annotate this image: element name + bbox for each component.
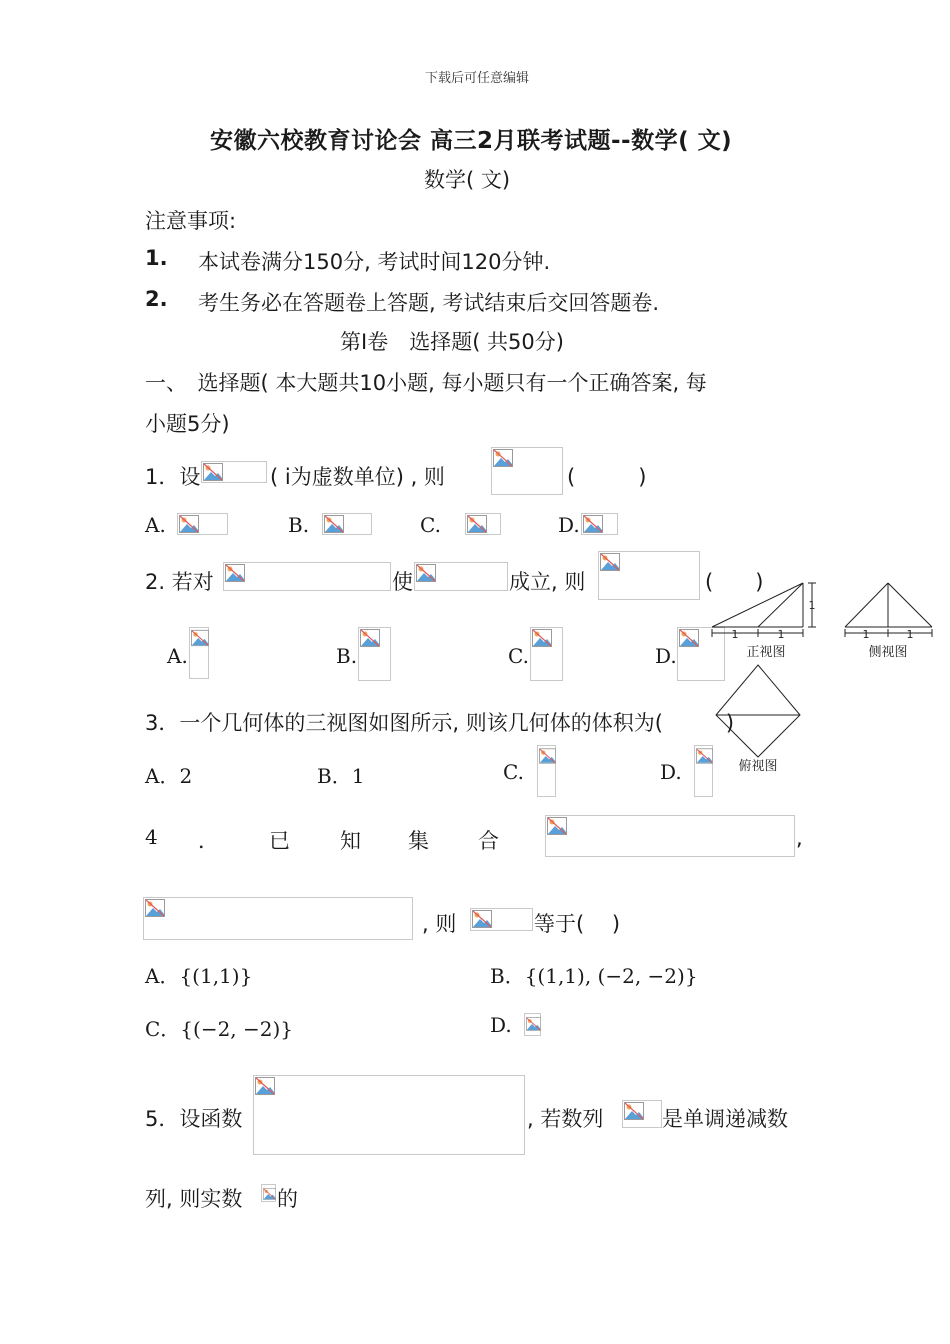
notice-item-text: 考生务必在答题卷上答题, 考试结束后交回答题卷.	[198, 291, 660, 315]
broken-image-icon	[526, 1015, 541, 1033]
question-1-prefix: 1．设	[145, 465, 201, 489]
broken-image-icon	[191, 629, 209, 647]
option-c-label: C.	[508, 644, 529, 668]
question-5-mid: , 若数列	[527, 1107, 604, 1131]
question-4-char: 4	[145, 825, 158, 849]
broken-image-icon	[493, 449, 513, 467]
question-5-line2-end: 的	[277, 1187, 298, 1211]
option-b: B．{(1,1), (−2, −2)}	[490, 964, 698, 988]
question-5-post: 是单调递减数	[662, 1107, 788, 1131]
broken-image-icon	[532, 629, 552, 647]
formula-image	[201, 461, 267, 483]
question-5-prefix: 5．设函数	[145, 1107, 243, 1131]
formula-image	[598, 551, 700, 600]
side-view-tick: 1	[906, 628, 914, 641]
formula-image	[177, 513, 228, 535]
broken-image-icon	[324, 515, 344, 533]
broken-image-icon	[539, 747, 556, 765]
option-a: A．{(1,1)}	[145, 964, 253, 988]
question-2-prefix: 2. 若对	[145, 570, 214, 594]
broken-image-icon	[203, 463, 223, 481]
option-c: C．{(−2, −2)}	[145, 1017, 294, 1041]
front-view-tick: 1	[777, 628, 785, 641]
broken-image-icon	[225, 564, 245, 582]
formula-image	[189, 627, 209, 679]
formula-image	[465, 513, 501, 535]
broken-image-icon	[472, 910, 492, 928]
question-4-char: 合	[478, 829, 499, 853]
top-view-label: 俯视图	[738, 759, 778, 774]
side-view	[845, 583, 932, 637]
formula-image	[253, 1075, 525, 1155]
three-view-figure	[700, 575, 945, 775]
option-b: B．1	[317, 764, 365, 788]
option-d-label: D.	[660, 760, 682, 784]
formula-image	[524, 1013, 541, 1036]
notice-item-number: 1.	[145, 246, 168, 270]
question-4-char: 集	[408, 829, 429, 853]
option-b-label: B.	[336, 644, 358, 668]
front-view	[712, 583, 816, 637]
formula-image	[622, 1100, 662, 1128]
formula-image	[414, 562, 508, 591]
formula-image	[530, 627, 563, 681]
option-d-label: D.	[490, 1013, 512, 1037]
notice-item-number: 2.	[145, 287, 168, 311]
broken-image-icon	[467, 515, 487, 533]
part-title: 第Ⅰ卷 选择题( 共50分)	[340, 330, 564, 354]
page-title: 安徽六校教育讨论会 高三2月联考试题--数学( 文)	[210, 128, 733, 154]
question-1-mid: ( i为虚数单位) , 则	[270, 465, 445, 489]
question-4-char: ．	[198, 829, 219, 853]
notice-heading: 注意事项:	[145, 209, 237, 233]
formula-image	[143, 897, 413, 940]
formula-image	[223, 562, 391, 591]
broken-image-icon	[145, 899, 165, 917]
question-3-text: 3．一个几何体的三视图如图所示, 则该几何体的体积为( )	[145, 711, 735, 735]
formula-image	[322, 513, 372, 535]
formula-image	[694, 745, 713, 797]
formula-image	[581, 513, 618, 535]
section-heading-cont: 小题5分)	[145, 412, 230, 436]
section-heading: 一、 选择题( 本大题共10小题, 每小题只有一个正确答案, 每	[145, 371, 707, 395]
broken-image-icon	[360, 629, 380, 647]
option-c-label: C.	[503, 760, 524, 784]
broken-image-icon	[255, 1077, 275, 1095]
question-4-equals: 等于( )	[534, 912, 621, 936]
question-4-char: 知	[340, 829, 361, 853]
question-4-then: , 则	[422, 912, 457, 936]
option-b-label: B.	[288, 513, 310, 537]
broken-image-icon	[416, 564, 436, 582]
broken-image-icon	[696, 747, 713, 765]
page-subtitle: 数学( 文)	[424, 168, 511, 192]
broken-image-icon	[263, 1186, 276, 1202]
formula-image	[358, 627, 391, 681]
front-view-label: 正视图	[746, 645, 786, 660]
broken-image-icon	[600, 553, 620, 571]
side-view-label: 侧视图	[868, 645, 908, 660]
option-c-label: C.	[420, 513, 441, 537]
formula-image	[491, 447, 563, 495]
question-4-comma: ,	[796, 826, 803, 850]
question-4-char: 已	[269, 829, 290, 853]
broken-image-icon	[547, 817, 567, 835]
option-a-label: A.	[167, 644, 188, 668]
page-header: 下载后可任意编辑	[425, 71, 530, 86]
formula-image	[537, 745, 556, 797]
broken-image-icon	[679, 629, 699, 647]
broken-image-icon	[624, 1102, 644, 1120]
side-view-tick: 1	[862, 628, 870, 641]
question-2-mid: 使	[392, 570, 413, 594]
broken-image-icon	[179, 515, 199, 533]
formula-image	[470, 908, 533, 931]
option-d-label: D.	[655, 644, 677, 668]
notice-item-text: 本试卷满分150分, 考试时间120分钟.	[198, 250, 551, 274]
broken-image-icon	[583, 515, 603, 533]
front-view-height-tick: 1	[808, 599, 816, 612]
front-view-tick: 1	[731, 628, 739, 641]
answer-paren: ( )	[567, 465, 647, 489]
formula-image	[261, 1184, 276, 1202]
option-a: A．2	[145, 764, 193, 788]
question-2-mid: 成立, 则	[509, 570, 586, 594]
answer-paren: ( )	[705, 570, 764, 594]
option-d-label: D.	[558, 513, 580, 537]
question-5-line2: 列, 则实数	[145, 1187, 243, 1211]
option-a-label: A.	[145, 513, 166, 537]
formula-image	[545, 815, 795, 857]
